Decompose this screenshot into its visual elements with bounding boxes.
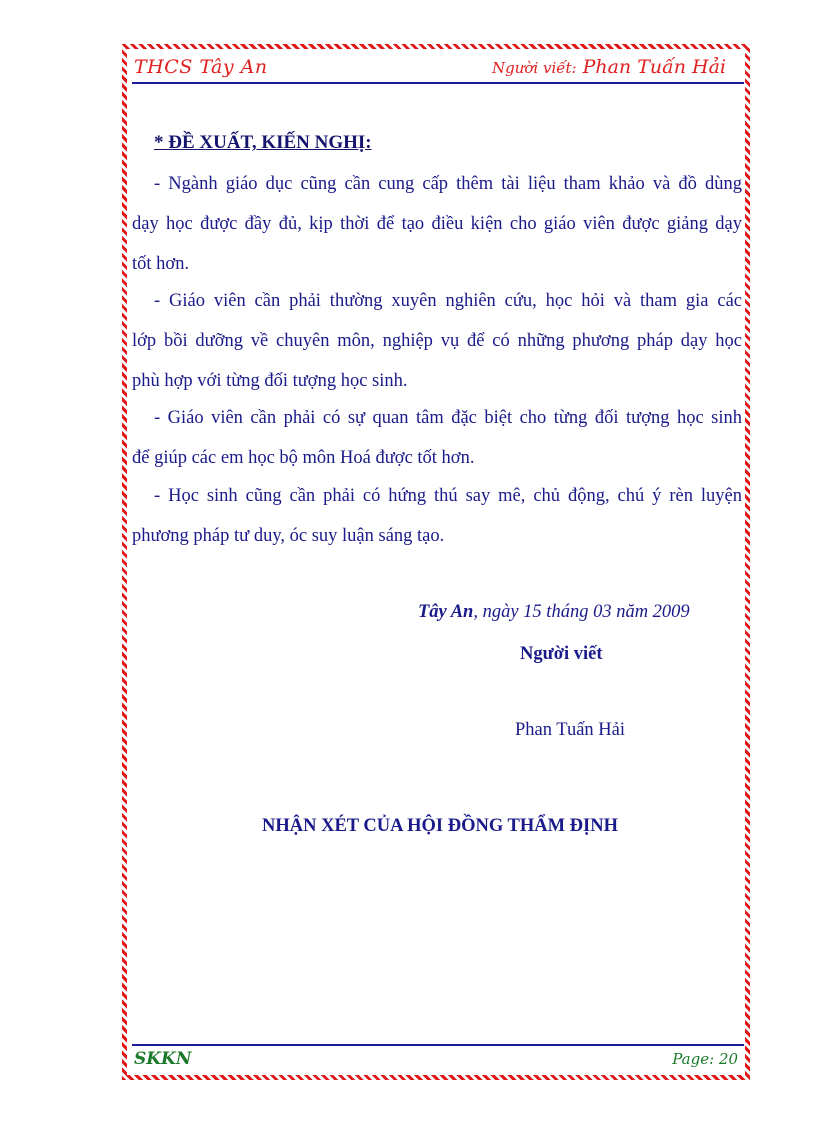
paragraph-line: phù hợp với từng đối tượng học sinh.	[132, 371, 408, 391]
header-school: THCS Tây An	[134, 56, 268, 78]
paragraph-2	[132, 281, 742, 401]
paragraph-line: lớp bồi dưỡng về chuyên môn, nghiệp vụ để có những phương pháp dạy học	[132, 331, 742, 351]
paragraph-4	[132, 476, 742, 556]
paragraph-line: - Giáo viên cần phải có sự quan tâm đặc biệt cho từng đối tượng học sinh	[154, 408, 742, 428]
header-author-label: Người viết:	[491, 59, 577, 77]
paragraph-line: để giúp các em học bộ môn Hoá được tốt hơn.	[132, 448, 475, 468]
footer-label: SKKN	[134, 1049, 192, 1069]
paragraph-line: phương pháp tư duy, óc suy luận sáng tạo.	[132, 526, 445, 546]
page-footer	[132, 1044, 744, 1072]
paragraph-line: - Giáo viên cần phải thường xuyên nghiên cứu, học hỏi và tham gia các	[154, 291, 742, 311]
section-heading: * ĐỀ XUẤT, KIẾN NGHỊ:	[154, 132, 372, 153]
signature-name: Phan Tuấn Hải	[515, 720, 625, 740]
signature-date	[418, 602, 690, 623]
signature-date-text: , ngày 15 tháng 03 năm 2009	[473, 602, 690, 622]
signature-title: Người viết	[520, 644, 603, 664]
paragraph-line: tốt hơn.	[132, 254, 190, 274]
paragraph-line: - Học sinh cũng cần phải có hứng thú say mê, chủ động, chú ý rèn luyện	[154, 486, 742, 506]
header-author	[492, 56, 726, 78]
paragraph-line: - Ngành giáo dục cũng cần cung cấp thêm tài liệu tham khảo và đồ dùng	[154, 174, 742, 194]
page-header	[132, 54, 744, 84]
paragraph-3	[132, 398, 742, 478]
review-title: NHẬN XÉT CỦA HỘI ĐỒNG THẨM ĐỊNH	[262, 816, 618, 836]
header-author-name: Phan Tuấn Hải	[582, 56, 726, 78]
paragraph-1	[132, 164, 742, 284]
paragraph-line: dạy học được đầy đủ, kịp thời để tạo điều kiện cho giáo viên được giảng dạy	[132, 214, 742, 234]
signature-place: Tây An	[418, 602, 474, 622]
page-number: Page: 20	[672, 1050, 738, 1068]
